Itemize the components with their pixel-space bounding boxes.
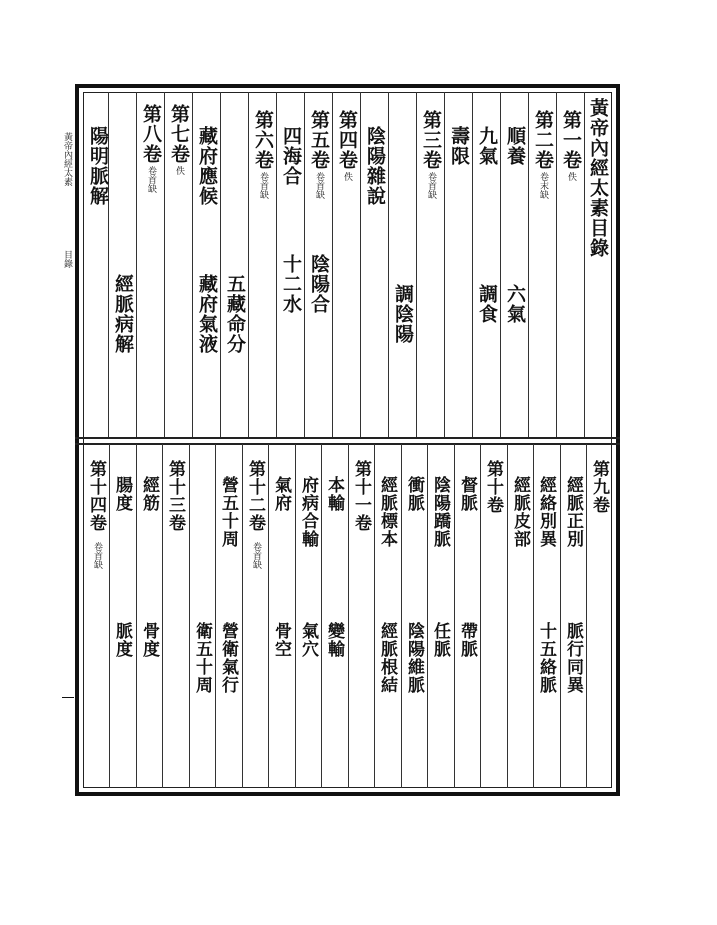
list-item: 調食 (476, 284, 498, 324)
volume-heading: 第十二卷 (245, 460, 265, 532)
list-item: 氣府 (271, 476, 291, 512)
list-item: 陰陽蹻脈 (430, 476, 450, 548)
list-item: 經脈正別 (563, 476, 583, 548)
fold-line (75, 437, 620, 439)
list-item: 陽明脈解 (87, 126, 109, 206)
column-rule (560, 444, 561, 788)
volume-heading: 第十四卷 (86, 460, 106, 532)
column-rule (388, 92, 389, 437)
list-item: 十五絡脈 (536, 622, 556, 694)
column-rule (136, 92, 137, 437)
list-item: 衝脈 (404, 476, 424, 512)
list-item: 府病合輸 (298, 476, 318, 548)
volume-heading: 第五卷 (308, 110, 330, 170)
volume-note: 佚 (174, 166, 184, 175)
list-item: 經脈皮部 (510, 476, 530, 548)
column-rule (556, 92, 557, 437)
volume-note: 卷首缺 (258, 172, 268, 199)
list-item: 骨空 (271, 622, 291, 658)
list-item: 四海合 (280, 126, 302, 186)
volume-note: 卷首缺 (146, 166, 156, 193)
column-rule (215, 444, 216, 788)
column-rule (480, 444, 481, 788)
volume-heading: 第十三卷 (165, 460, 185, 532)
column-rule (507, 444, 508, 788)
volume-heading: 第八卷 (140, 104, 162, 164)
list-item: 陰陽雜說 (364, 126, 386, 206)
column-rule (268, 444, 269, 788)
margin-mark (62, 697, 74, 698)
list-item: 營衛氣行 (218, 622, 238, 694)
list-item: 變輸 (324, 622, 344, 658)
volume-heading: 第二卷 (532, 110, 554, 170)
list-item: 骨度 (139, 622, 159, 658)
list-item: 脈度 (112, 622, 132, 658)
list-item: 經脈病解 (112, 274, 134, 354)
volume-note: 卷首缺 (314, 172, 324, 199)
list-item: 六氣 (504, 284, 526, 324)
volume-note: 佚 (566, 172, 576, 181)
volume-heading: 第十一卷 (351, 460, 371, 532)
list-item: 經絡別異 (536, 476, 556, 548)
volume-note: 卷首缺 (251, 542, 261, 569)
column-rule (304, 92, 305, 437)
list-item: 衛五十周 (192, 622, 212, 694)
margin-section-label: 目錄 (62, 250, 72, 268)
column-rule (192, 92, 193, 437)
volume-note: 卷首缺 (92, 542, 102, 569)
column-rule (321, 444, 322, 788)
list-item: 藏府氣液 (196, 274, 218, 354)
list-item: 壽限 (448, 126, 470, 166)
list-item: 五藏命分 (224, 274, 246, 354)
margin-book-title: 黃帝內經太素 (62, 132, 72, 186)
list-item: 藏府應候 (196, 126, 218, 206)
list-item: 十二水 (280, 254, 302, 314)
volume-heading: 第九卷 (589, 460, 609, 514)
volume-heading: 第一卷 (560, 110, 582, 170)
volume-note: 卷末缺 (538, 172, 548, 199)
column-rule (220, 92, 221, 437)
column-rule (136, 444, 137, 788)
list-item: 營五十周 (218, 476, 238, 548)
volume-heading: 第四卷 (336, 110, 358, 170)
column-rule (584, 92, 585, 437)
column-rule (348, 444, 349, 788)
column-rule (444, 92, 445, 437)
column-rule (332, 92, 333, 437)
volume-heading: 第十卷 (483, 460, 503, 514)
column-rule (427, 444, 428, 788)
list-item: 陰陽合 (308, 254, 330, 314)
column-rule (109, 444, 110, 788)
list-item: 腸度 (112, 476, 132, 512)
column-rule (374, 444, 375, 788)
column-rule (401, 444, 402, 788)
column-rule (500, 92, 501, 437)
list-item: 順養 (504, 126, 526, 166)
column-rule (276, 92, 277, 437)
column-rule (295, 444, 296, 788)
list-item: 督脈 (457, 476, 477, 512)
list-item: 經脈標本 (377, 476, 397, 548)
column-rule (416, 92, 417, 437)
list-item: 任脈 (430, 622, 450, 658)
page-title: 黃帝內經太素目錄 (587, 98, 609, 258)
column-rule (360, 92, 361, 437)
column-rule (528, 92, 529, 437)
list-item: 九氣 (476, 126, 498, 166)
volume-heading: 第六卷 (252, 110, 274, 170)
list-item: 經脈根結 (377, 622, 397, 694)
volume-heading: 第七卷 (168, 104, 190, 164)
column-rule (162, 444, 163, 788)
list-item: 調陰陽 (392, 284, 414, 344)
volume-note: 卷首缺 (426, 172, 436, 199)
list-item: 帶脈 (457, 622, 477, 658)
volume-heading: 第三卷 (420, 110, 442, 170)
list-item: 氣穴 (298, 622, 318, 658)
list-item: 陰陽維脈 (404, 622, 424, 694)
column-rule (242, 444, 243, 788)
column-rule (533, 444, 534, 788)
column-rule (189, 444, 190, 788)
column-rule (454, 444, 455, 788)
column-rule (164, 92, 165, 437)
list-item: 脈行同異 (563, 622, 583, 694)
column-rule (248, 92, 249, 437)
volume-note: 佚 (342, 172, 352, 181)
column-rule (472, 92, 473, 437)
list-item: 經筋 (139, 476, 159, 512)
column-rule (586, 444, 587, 788)
list-item: 本輸 (324, 476, 344, 512)
